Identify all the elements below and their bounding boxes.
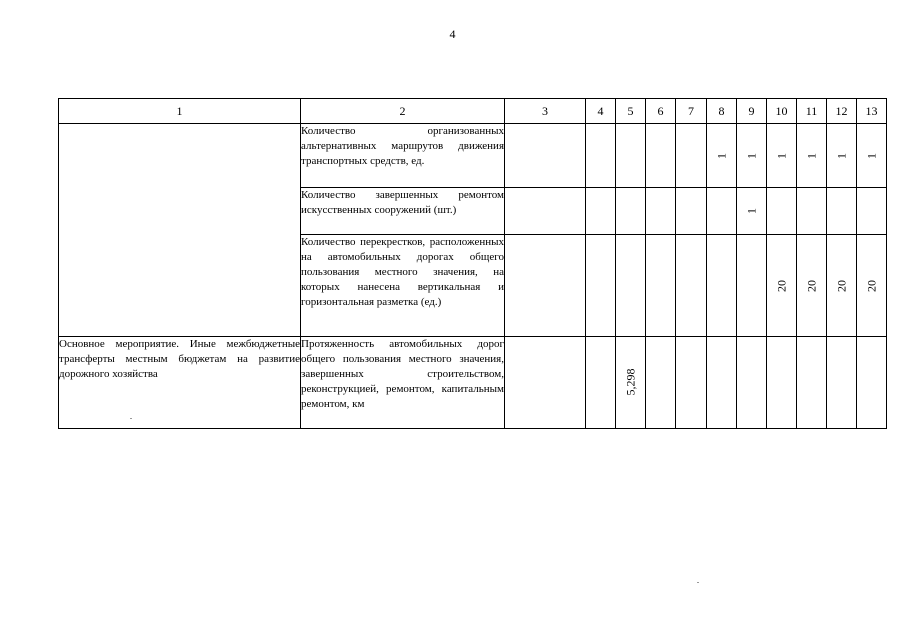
value-cell bbox=[737, 124, 767, 188]
event-cell bbox=[59, 124, 301, 337]
value-cell bbox=[797, 235, 827, 337]
value-cell bbox=[767, 235, 797, 337]
indicators-table bbox=[58, 98, 887, 429]
value-cell bbox=[707, 124, 737, 188]
value-cell bbox=[737, 337, 767, 429]
cell-value: 1 bbox=[804, 152, 818, 159]
value-cell bbox=[676, 235, 707, 337]
value-cell bbox=[676, 124, 707, 188]
value-cell bbox=[767, 337, 797, 429]
column-header: 8 bbox=[707, 99, 737, 124]
value-cell bbox=[797, 188, 827, 235]
value-cell bbox=[707, 188, 737, 235]
value-cell bbox=[797, 337, 827, 429]
value-cell bbox=[616, 337, 646, 429]
column-header: 7 bbox=[676, 99, 707, 124]
value-cell bbox=[505, 124, 586, 188]
value-cell bbox=[646, 188, 676, 235]
value-cell bbox=[827, 188, 857, 235]
value-cell bbox=[616, 124, 646, 188]
value-cell bbox=[797, 124, 827, 188]
value-cell bbox=[857, 235, 887, 337]
value-cell bbox=[767, 188, 797, 235]
value-cell bbox=[676, 188, 707, 235]
indicator-cell: Количество организованных альтернативных маршрутов движения транспортных средств, ед. bbox=[301, 124, 505, 188]
cell-value: 20 bbox=[774, 279, 788, 292]
value-cell bbox=[857, 124, 887, 188]
value-cell bbox=[737, 235, 767, 337]
value-cell bbox=[616, 188, 646, 235]
cell-value: 20 bbox=[834, 279, 848, 292]
cell-value: 1 bbox=[714, 152, 728, 159]
value-cell bbox=[586, 235, 616, 337]
value-cell bbox=[505, 337, 586, 429]
value-cell bbox=[586, 124, 616, 188]
column-header: 6 bbox=[646, 99, 676, 124]
value-cell bbox=[827, 235, 857, 337]
value-cell bbox=[646, 235, 676, 337]
cell-value: 1 bbox=[864, 152, 878, 159]
column-header: 13 bbox=[857, 99, 887, 124]
column-header: 9 bbox=[737, 99, 767, 124]
value-cell bbox=[827, 124, 857, 188]
column-header: 10 bbox=[767, 99, 797, 124]
column-header: 1 bbox=[59, 99, 301, 124]
indicator-cell: Протяженность автомобильных дорог общего пользования местного значения, завершенных строительством, реконструкцией, ремонтом, капитальным ремонтом, км bbox=[301, 337, 505, 429]
cell-value: 5,298 bbox=[623, 368, 637, 396]
value-cell bbox=[586, 188, 616, 235]
value-cell bbox=[857, 188, 887, 235]
value-cell bbox=[767, 124, 797, 188]
column-header: 12 bbox=[827, 99, 857, 124]
column-header: 4 bbox=[586, 99, 616, 124]
column-header: 3 bbox=[505, 99, 586, 124]
value-cell bbox=[827, 337, 857, 429]
column-header: 11 bbox=[797, 99, 827, 124]
column-header: 5 bbox=[616, 99, 646, 124]
cell-value: 1 bbox=[774, 152, 788, 159]
column-header: 2 bbox=[301, 99, 505, 124]
column-number-row bbox=[59, 99, 887, 124]
indicator-cell: Количество завершенных ремонтом искусственных сооружений (шт.) bbox=[301, 188, 505, 235]
value-cell bbox=[676, 337, 707, 429]
cell-value: 20 bbox=[804, 279, 818, 292]
page-number: 4 bbox=[449, 27, 456, 41]
value-cell bbox=[646, 337, 676, 429]
value-cell bbox=[857, 337, 887, 429]
cell-value: 20 bbox=[864, 279, 878, 292]
value-cell bbox=[707, 235, 737, 337]
value-cell bbox=[616, 235, 646, 337]
value-cell bbox=[505, 188, 586, 235]
table-row bbox=[59, 124, 887, 188]
table-row bbox=[59, 337, 887, 429]
value-cell bbox=[505, 235, 586, 337]
value-cell bbox=[707, 337, 737, 429]
cell-value: 1 bbox=[744, 208, 758, 214]
cell-value: 1 bbox=[834, 152, 848, 159]
event-cell: Основное мероприятие. Иные межбюджетные трансферты местным бюджетам на развитие дорожного хозяйства bbox=[59, 337, 301, 429]
scan-speck bbox=[130, 418, 132, 419]
cell-value: 1 bbox=[744, 152, 758, 159]
value-cell bbox=[737, 188, 767, 235]
value-cell bbox=[586, 337, 616, 429]
value-cell bbox=[646, 124, 676, 188]
indicator-cell: Количество перекрестков, расположенных на автомобильных дорогах общего пользования местного значения, на которых нанесена вертикальная и горизонтальная разметка (ед.) bbox=[301, 235, 505, 337]
scan-speck bbox=[697, 582, 699, 583]
